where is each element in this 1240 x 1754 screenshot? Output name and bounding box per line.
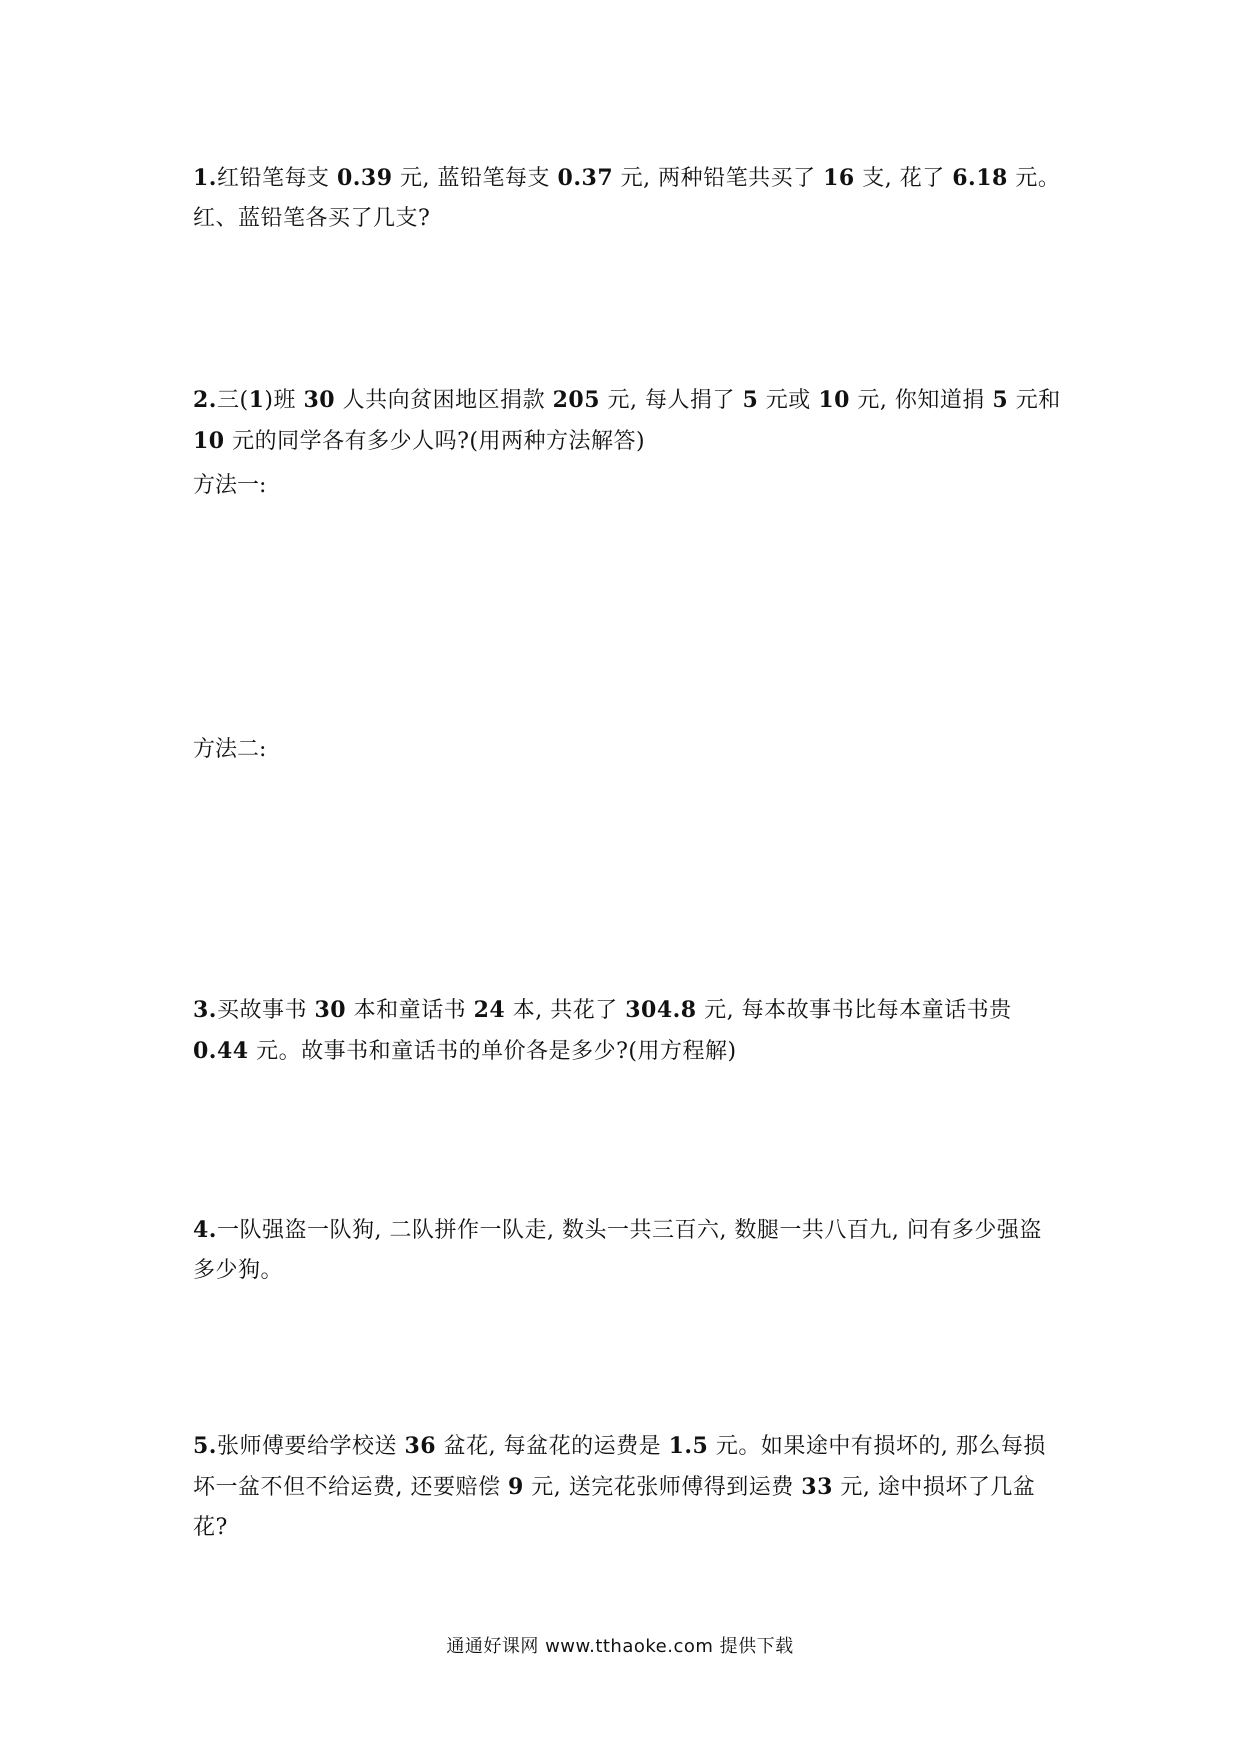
problem-text: 人共向贫困地区捐款 xyxy=(335,388,553,413)
problem-text: )班 xyxy=(264,388,304,413)
number: 0.37 xyxy=(557,165,614,191)
problem-text: 元和 xyxy=(1008,388,1061,413)
problem-text: 支, 花了 xyxy=(854,166,953,191)
problem-2 xyxy=(193,380,1063,462)
problem-3 xyxy=(193,990,1063,1072)
problem-4 xyxy=(193,1210,1063,1291)
method-2-label: 方法二: xyxy=(193,737,267,762)
problem-text: 本和童话书 xyxy=(346,998,474,1023)
number: 30 xyxy=(314,997,347,1023)
problem-number: 1. xyxy=(193,165,217,191)
number: 30 xyxy=(303,387,336,413)
problem-text: 三( xyxy=(216,388,249,413)
problem-text: 元, 两种铅笔共买了 xyxy=(613,166,824,191)
problem-text: 元或 xyxy=(758,388,819,413)
problem-text: 张师傅要给学校送 xyxy=(216,1434,405,1459)
number: 33 xyxy=(801,1474,833,1500)
problem-text: 元。故事书和童话书的单价各是多少?(用方程解) xyxy=(248,1039,737,1064)
number: 10 xyxy=(818,387,850,413)
problem-text: 盆花, 每盆花的运费是 xyxy=(436,1434,669,1459)
problem-1 xyxy=(193,158,1063,239)
problem-text: 元, 每本故事书比每本童话书贵 xyxy=(696,998,1012,1023)
problem-text: 红铅笔每支 xyxy=(216,166,337,191)
number: 0.44 xyxy=(193,1038,249,1064)
problem-text: 元, 每人捐了 xyxy=(600,388,743,413)
problem-text: 元的同学各有多少人吗?(用两种方法解答) xyxy=(224,429,646,454)
number: 304.8 xyxy=(625,997,697,1023)
problem-text: 元, 蓝铅笔每支 xyxy=(392,166,558,191)
number: 0.39 xyxy=(336,165,393,191)
problem-text: 买故事书 xyxy=(216,998,315,1023)
number: 16 xyxy=(823,165,855,191)
problem-text: 元。如果途中有损坏的, 那么每损坏一盆不但不给运费, 还要赔偿 xyxy=(193,1434,1046,1500)
problem-5 xyxy=(193,1426,1063,1548)
number: 1 xyxy=(248,387,265,413)
number: 24 xyxy=(473,997,506,1023)
method-1-label: 方法一: xyxy=(193,473,267,498)
problem-text: 元。红、蓝铅笔各买了几支? xyxy=(193,166,1061,231)
number: 9 xyxy=(507,1474,524,1500)
problem-number: 4. xyxy=(193,1217,217,1243)
number: 1.5 xyxy=(668,1433,709,1459)
number: 6.18 xyxy=(952,165,1008,191)
problem-number: 5. xyxy=(193,1433,217,1459)
number: 5 xyxy=(992,387,1009,413)
problem-number: 3. xyxy=(193,997,217,1023)
problem-text: 本, 共花了 xyxy=(505,998,626,1023)
number: 205 xyxy=(552,387,601,413)
problem-text: 元, 送完花张师傅得到运费 xyxy=(523,1475,802,1500)
number: 36 xyxy=(404,1433,437,1459)
problem-number: 2. xyxy=(193,387,217,413)
footer-credit: 通通好课网 www.tthaoke.com 提供下载 xyxy=(446,1636,794,1657)
problem-text: 元, 途中损坏了几盆花? xyxy=(193,1475,1036,1540)
problem-text: 一队强盗一队狗, 二队拼作一队走, 数头一共三百六, 数腿一共八百九, 问有多少强盗多少狗。 xyxy=(193,1218,1042,1283)
problem-text: 元, 你知道捐 xyxy=(849,388,993,413)
number: 5 xyxy=(742,387,759,413)
number: 10 xyxy=(193,428,225,454)
